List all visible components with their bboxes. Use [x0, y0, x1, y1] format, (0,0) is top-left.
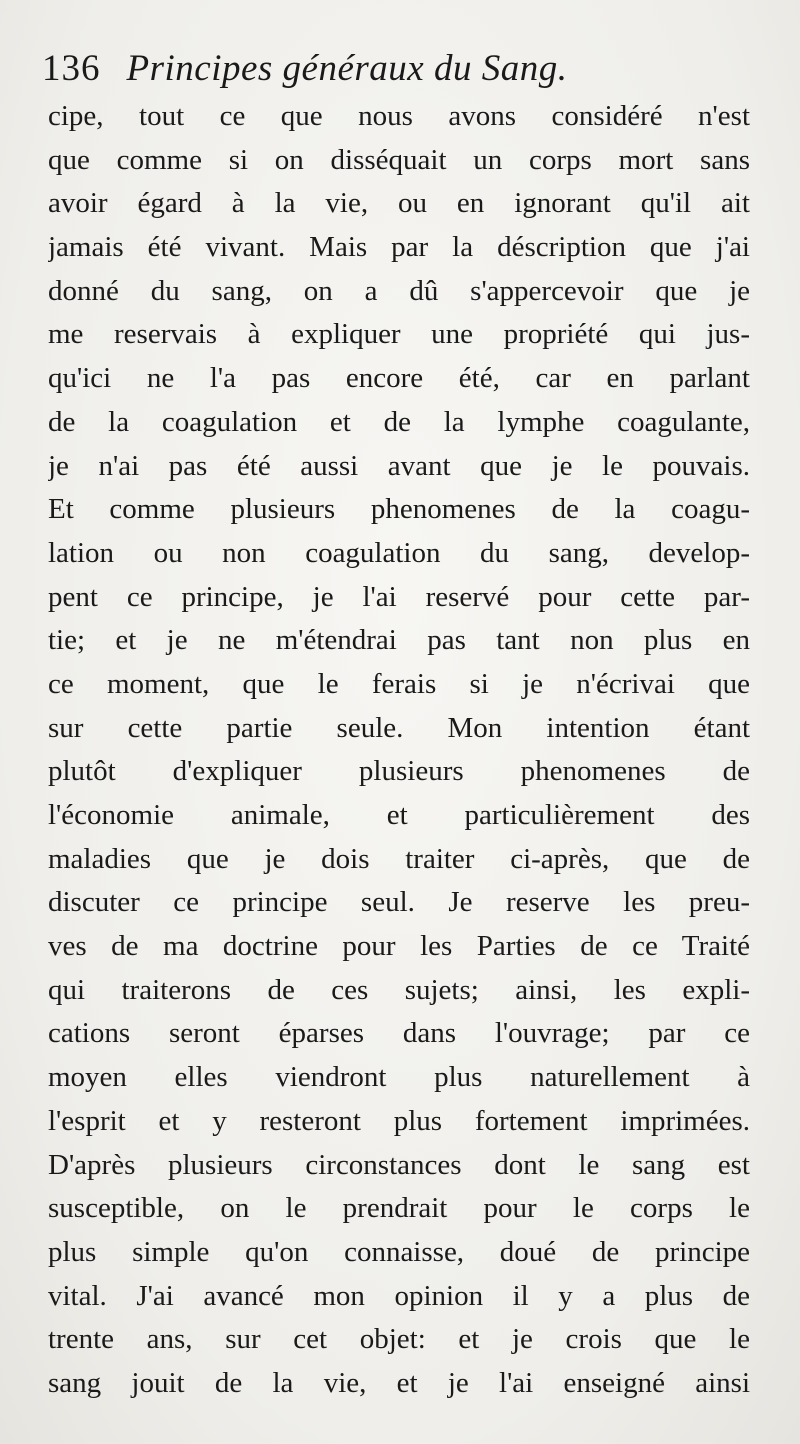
- text-line: discuter ce principe seul. Je reserve les preu-: [48, 886, 750, 919]
- text-line: ves de ma doctrine pour les Parties de ce Traité: [48, 930, 750, 963]
- text-line: trente ans, sur cet objet: et je crois que le: [48, 1323, 750, 1356]
- text-line: l'économie animale, et particulièrement des: [48, 799, 750, 831]
- text-line: cipe, tout ce que nous avons considéré n'est: [48, 100, 750, 132]
- text-line: susceptible, on le prendrait pour le corps le: [48, 1192, 750, 1225]
- text-line: sang jouit de la vie, et je l'ai enseigné ainsi: [48, 1366, 750, 1399]
- text-line: maladies que je dois traiter ci-après, que de: [48, 842, 750, 875]
- text-line: plus simple qu'on connaisse, doué de principe: [48, 1235, 750, 1268]
- text-line: lation ou non coagulation du sang, develop-: [48, 536, 750, 569]
- running-title: Principes généraux du Sang.: [126, 48, 568, 89]
- text-line: de la coagulation et de la lymphe coagulante,: [48, 405, 750, 438]
- text-line: moyen elles viendront plus naturellement à: [48, 1061, 750, 1094]
- text-line: qu'ici ne l'a pas encore été, car en parlant: [48, 362, 750, 395]
- text-line: plutôt d'expliquer plusieurs phenomenes de: [48, 755, 750, 788]
- text-line: pent ce principe, je l'ai reservé pour cette par-: [48, 580, 750, 613]
- text-line: Et comme plusieurs phenomenes de la coagu-: [48, 493, 750, 526]
- text-line: vital. J'ai avancé mon opinion il y a plus de: [48, 1279, 750, 1312]
- text-line: ce moment, que le ferais si je n'écrivai que: [48, 667, 750, 700]
- text-line: jamais été vivant. Mais par la déscription que j'ai: [48, 231, 750, 264]
- page-header: [42, 44, 762, 94]
- text-line: me reservais à expliquer une propriété qui jus-: [48, 318, 750, 351]
- text-line: que comme si on disséquait un corps mort sans: [48, 143, 750, 176]
- text-line: avoir égard à la vie, ou en ignorant qu'il ait: [48, 187, 750, 220]
- text-line: sur cette partie seule. Mon intention étant: [48, 711, 750, 744]
- text-line: D'après plusieurs circonstances dont le sang est: [48, 1148, 750, 1181]
- text-line: je n'ai pas été aussi avant que je le pouvais.: [48, 449, 750, 482]
- body-text: [48, 95, 750, 1406]
- text-line: qui traiterons de ces sujets; ainsi, les expli-: [48, 973, 750, 1006]
- page-number: 136: [42, 48, 101, 89]
- text-line: tie; et je ne m'étendrai pas tant non plus en: [48, 624, 750, 657]
- text-line: l'esprit et y resteront plus fortement imprimées.: [48, 1104, 750, 1137]
- text-line: donné du sang, on a dû s'appercevoir que je: [48, 274, 750, 307]
- text-line: cations seront éparses dans l'ouvrage; par ce: [48, 1017, 750, 1050]
